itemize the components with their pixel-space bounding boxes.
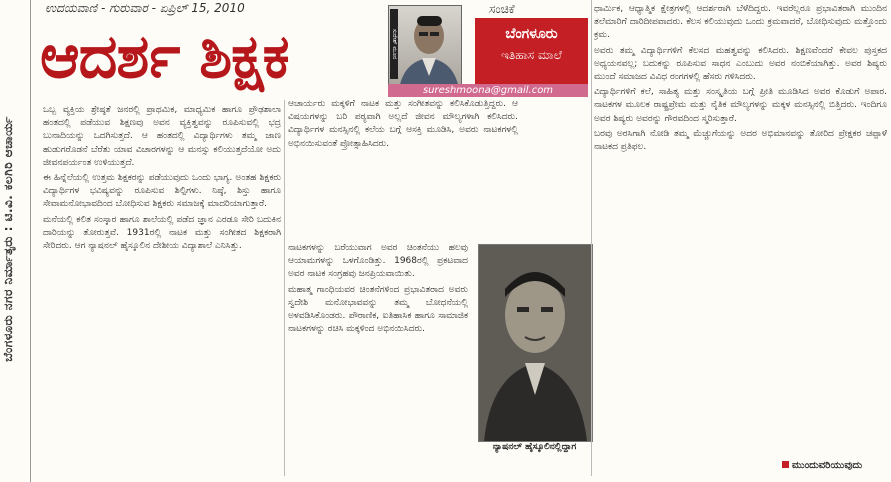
author-email[interactable]: sureshmoona@gmail.com [388,84,588,97]
paragraph: ಮಹಾತ್ಮ ಗಾಂಧಿಯವರ ಚಿಂತನೆಗಳಿಂದ ಪ್ರಭಾವಿತರಾದ ಅವರು ಸ್ವದೇಶಿ ಮನೋಭಾವವನ್ನು ತಮ್ಮ ಬೋಧನೆಯಲ್ಲಿ ಅಳವಡಿಸಿಕೊಂಡರು. ಪೌರಾಣಿಕ, ಐತಿಹಾಸಿಕ ಹಾಗೂ ಸಾಮಾಜಿಕ ನಾಟಕಗಳನ್ನು ರಚಿಸಿ ಮಕ್ಕಳಿಂದ ಅಭಿನಯಿಸಿದರು. [288,284,468,335]
dateline: ಉದಯವಾಣಿ - ಗುರುವಾರ - ಏಪ್ರಿಲ್ 15, 2010 [45,1,245,15]
column-divider [591,0,592,476]
side-band-text: ಬೆಂಗಳೂರು ನಗರ ನಿರ್ಮಾತೃರು : ಟಿ.ವಿ. ಕಲಗಿರಿ ಆಚಾರ್ಯ [1,116,15,362]
paragraph: ವಿದ್ಯಾರ್ಥಿಗಳಿಗೆ ಕಲೆ, ಸಾಹಿತ್ಯ ಮತ್ತು ಸಂಸ್ಕೃತಿಯ ಬಗ್ಗೆ ಪ್ರೀತಿ ಮೂಡಿಸಿದ ಅವರ ಕೊಡುಗೆ ಅಪಾರ. ನಾಟಕಗಳ ಮೂಲಕ ರಾಷ್ಟ್ರಪ್ರೇಮ ಮತ್ತು ನೈತಿಕ ಮೌಲ್ಯಗಳನ್ನು ಮಕ್ಕಳ ಮನಸ್ಸಿನಲ್ಲಿ ಬಿತ್ತಿದರು. ಇಂದಿಗೂ ಅವರ ಶಿಷ್ಯರು ಅವರನ್ನು ಗೌರವದಿಂದ ಸ್ಮರಿಸುತ್ತಾರೆ. [594,87,887,124]
photo-caption: ನ್ಯಾಷನಲ್ ಹೈಸ್ಕೂಲಿನಲ್ಲಿದ್ದಾಗ [492,442,577,452]
paragraph: ನಾಟಕಗಳನ್ನು ಬರೆಯುವಾಗ ಅವರ ಚಿಂತನೆಯು ಹಲವು ಆಯಾಮಗಳನ್ನು ಒಳಗೊಂಡಿತ್ತು. 1968ರಲ್ಲಿ ಪ್ರಕಟವಾದ ಅವರ ನಾಟಕ ಸಂಗ್ರಹವು ಜನಪ್ರಿಯವಾಯಿತು. [288,243,468,280]
square-bullet-icon [782,461,789,468]
article-column-2 [288,98,518,240]
author-portrait-icon [389,6,461,89]
paragraph: ಆಚಾರ್ಯರು ಮಕ್ಕಳಿಗೆ ನಾಟಕ ಮತ್ತು ಸಂಗೀತವನ್ನು ಕಲಿಸಿಕೊಡುತ್ತಿದ್ದರು. ಆ ವಿಷಯಗಳನ್ನು ಬರಿ ಪಠ್ಯವಾಗಿ ಅಲ್ಲದೆ ಜೀವನ ಮೌಲ್ಯಗಳಾಗಿ ಕಲಿಸಿದರು. ವಿದ್ಯಾರ್ಥಿಗಳ ಮನಸ್ಸಿನಲ್ಲಿ ಕಲೆಯ ಬಗ್ಗೆ ಆಸಕ್ತಿ ಮೂಡಿಸಿ, ಅವರು ನಾಟಕಗಳಲ್ಲಿ ಅಭಿನಯಿಸುವಂತೆ ಪ್ರೋತ್ಸಾಹಿಸಿದರು. [288,99,518,149]
series-label: ಸಂಚಿಕೆ [489,2,515,16]
series-subtitle: ಇತಿಹಾಸ ಮಾಲೆ [501,48,562,62]
author-tag: ಸುರೇಶ್ ಮೂನ [390,9,398,79]
paragraph: ಮನೆಯಲ್ಲಿ ಕಲಿತ ಸಂಸ್ಕಾರ ಹಾಗೂ ಶಾಲೆಯಲ್ಲಿ ಪಡೆದ ಜ್ಞಾನ ಎರಡೂ ಸೇರಿ ಬದುಕಿನ ದಾರಿಯನ್ನು ತೋರುತ್ತವೆ. 1931ರಲ್ಲಿ ನಾಟಕ ಮತ್ತು ಸಂಗೀತದ ಶಿಕ್ಷಕರಾಗಿ ಸೇರಿದರು. ಆಗ ನ್ಯಾಷನಲ್ ಹೈಸ್ಕೂಲಿನ ದೇಶೀಯ ವಿದ್ಯಾಶಾಲೆ ಎನಿಸಿತ್ತು. [43,214,281,252]
paragraph: ಒಬ್ಬ ವ್ಯಕ್ತಿಯ ಶ್ರೇಷ್ಠತೆ ಜನರಲ್ಲಿ ಪ್ರಾಥಮಿಕ, ಮಾಧ್ಯಮಿಕ ಹಾಗೂ ಪ್ರೌಢಶಾಲಾ ಹಂತದಲ್ಲಿ ಪಡೆಯುವ ಶಿಕ್ಷಣವು ಅವನ ವ್ಯಕ್ತಿತ್ವವನ್ನು ರೂಪಿಸುವಲ್ಲಿ ಭದ್ರ ಬುನಾದಿಯನ್ನು ಒದಗಿಸುತ್ತದೆ. ಆ ಹಂತದಲ್ಲಿ ವಿದ್ಯಾರ್ಥಿಗಳು ತಮ್ಮ ಜಾಣ ಹುಡುಗರೊಡನೆ ಬೆರೆತು ಯಾವ ವಿಚಾರಗಳನ್ನು ಆ ಮನಸ್ಸು ಕಲಿಯುತ್ತದೆಯೋ ಅದು ಜೀವನಪರ್ಯಂತ ಉಳಿಯುತ್ತದೆ. [43,105,281,168]
article-column-2b [288,242,468,470]
side-band [0,0,31,482]
author-photo [388,5,462,90]
teacher-portrait-icon [479,245,592,441]
paragraph: ಈ ಹಿನ್ನೆಲೆಯಲ್ಲಿ ಉತ್ತಮ ಶಿಕ್ಷಕರನ್ನು ಪಡೆಯುವುದು ಒಂದು ಭಾಗ್ಯ. ಅಂತಹ ಶಿಕ್ಷಕರು ವಿದ್ಯಾರ್ಥಿಗಳ ಭವಿಷ್ಯವನ್ನು ರೂಪಿಸುವ ಶಿಲ್ಪಿಗಳು. ನಿಷ್ಠೆ, ಶಿಸ್ತು ಹಾಗೂ ಸೇವಾಮನೋಭಾವದಿಂದ ಬೋಧಿಸುವ ಶಿಕ್ಷಕರು ಸಮಾಜಕ್ಕೆ ಮಾದರಿಯಾಗುತ್ತಾರೆ. [43,173,281,210]
paragraph: ಅವರು ತಮ್ಮ ವಿದ್ಯಾರ್ಥಿಗಳಿಗೆ ಕೆಲಸದ ಮಹತ್ವವನ್ನು ಕಲಿಸಿದರು. ಶಿಕ್ಷಣವೆಂದರೆ ಕೇವಲ ಪುಸ್ತಕದ ಅಧ್ಯಯನವಲ್ಲ; ಬದುಕನ್ನು ರೂಪಿಸುವ ಸಾಧನ ಎಂಬುದು ಅವರ ನಂಬಿಕೆಯಾಗಿತ್ತು. ಅವರ ಶಿಷ್ಯರು ಮುಂದೆ ಸಮಾಜದ ವಿವಿಧ ರಂಗಗಳಲ್ಲಿ ಹೆಸರು ಗಳಿಸಿದರು. [594,45,887,83]
continued-marker [782,460,862,471]
article-column-3 [594,3,887,473]
column-divider [284,100,285,476]
continued-text: ಮುಂದುವರಿಯುವುದು [792,460,863,471]
series-title: ಬೆಂಗಳೂರು [505,26,558,42]
series-title-box [475,18,588,84]
headline: ಆದರ್ಶ ಶಿಕ್ಷಕ [40,22,289,92]
paragraph: ಧಾರ್ಮಿಕ, ಆಧ್ಯಾತ್ಮಿಕ ಕ್ಷೇತ್ರಗಳಲ್ಲಿ ಆದರ್ಶರಾಗಿ ಬೆಳೆದಿದ್ದರು. ಇವರೆಲ್ಲರೂ ಪ್ರಭಾವಿತರಾಗಿ ಮುಂದಿನ ತಲೆಮಾರಿಗೆ ದಾರಿದೀಪವಾದರು. ಕೆಲಸ ಕಲಿಯುವುದು ಒಂದು ಕ್ರಮವಾದರೆ, ಬೋಧಿಸುವುದು ಮತ್ತೊಂದು ಕ್ರಮ. [594,4,887,41]
teacher-photo [478,244,593,442]
paragraph: ಬರವು ಅರಸಿಗಾಗಿ ನೋಡಿ ತಮ್ಮ ಮೆಚ್ಚುಗೆಯನ್ನು ಅದರ ಅಭಿಮಾನವನ್ನು ತೋರಿದ ಪ್ರೇಕ್ಷಕರ ಚಪ್ಪಾಳೆ ನಾಟಕದ ಪ್ರತಿಫಲ. [594,128,887,153]
article-column-1 [43,104,281,476]
